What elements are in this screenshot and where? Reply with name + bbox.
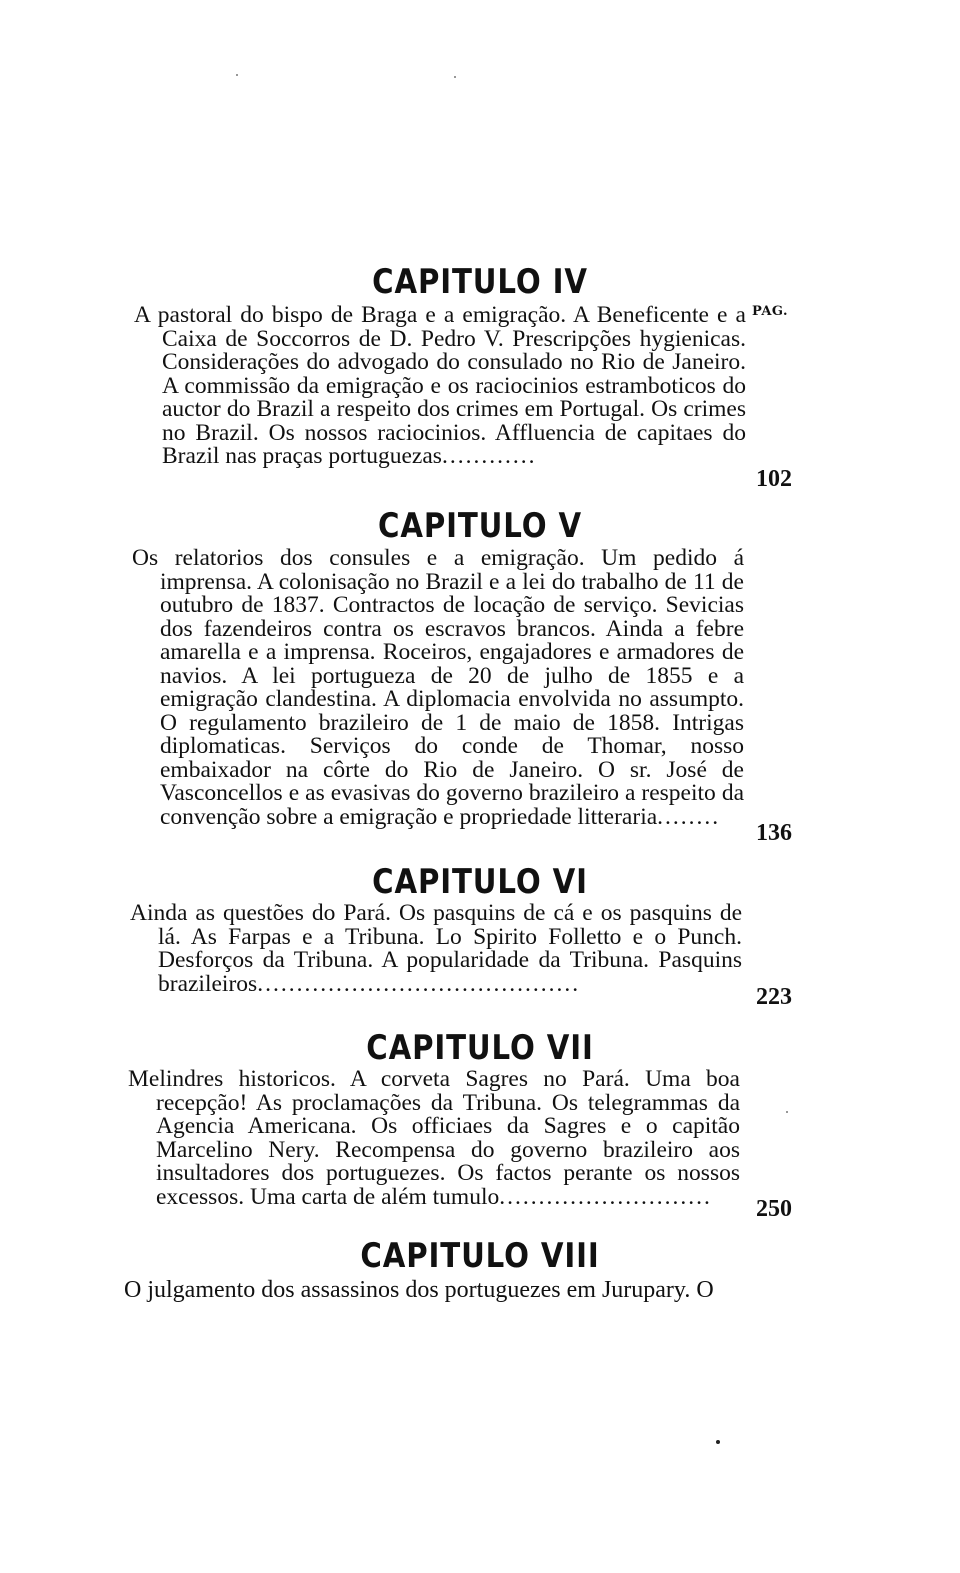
chapter-vii-text: Melindres historicos. A corveta Sagres no Pará. Uma boa recepção! As proclamações da Tribuna. Os telegrammas da Agencia Americana. Os officiaes da Sagres e o capitão Marcelino Nery. Recompensa do governo brazileiro aos insultadores dos portuguezes. Os factos perante os nossos excessos. Uma carta de além tumulo <box>128 1066 740 1210</box>
chapter-v-text: Os relatorios dos consules e a emigração. Um pedido á imprensa. A colonisação no Brazil e a lei do trabalho de 11 de outubro de 1837. Contractos de locação de serviço. Sevicias dos fazendeiros contra os escravos brancos. Ainda a febre amarella e a imprensa. Roceiros, engajadores e armadores de navios. A lei portugueza de 20 de julho de 1855 e a emigração clandestina. A diplomacia envolvida no assumpto. O regulamento brazileiro de 1 de maio de 1858. Intrigas diplomaticas. Serviços do conde de Thomar, nosso embaixador na côrte do Rio de Janeiro. O sr. José de Vasconcellos e as evasivas do governo brazileiro a respeito da convenção sobre a emigração e propriedade litteraria <box>132 545 744 830</box>
chapter-iv-page-number: 102 <box>756 466 792 492</box>
chapter-heading-v: CAPITULO V <box>378 506 582 546</box>
chapter-iv-leader: ............ <box>441 443 537 469</box>
page-column-label: PAG. <box>752 304 789 319</box>
chapter-heading-viii: CAPITULO VIII <box>360 1236 600 1276</box>
chapter-heading-iv: CAPITULO IV <box>372 262 588 302</box>
print-speck <box>716 1440 720 1444</box>
chapter-vi-summary <box>130 902 742 996</box>
chapter-v-summary <box>132 547 744 829</box>
chapter-vii-page-number: 250 <box>756 1196 792 1222</box>
chapter-viii-summary: O julgamento dos assassinos dos portuguezes em Jurupary. O <box>124 1277 714 1303</box>
chapter-vi-leader: ......................................... <box>257 970 581 997</box>
chapter-v-leader: ........ <box>657 803 721 830</box>
chapter-heading-vii: CAPITULO VII <box>366 1028 594 1068</box>
chapter-vi-text: Ainda as questões do Pará. Os pasquins de cá e os pasquins de lá. As Farpas e a Tribuna. Lo Spirito Folletto e o Punch. Desforços da Tribuna. A popularidade da Tribuna. Pasquins brazileiros <box>130 900 742 997</box>
print-speck <box>454 76 456 78</box>
chapter-v-page-number: 136 <box>756 820 792 846</box>
chapter-heading-vi: CAPITULO VI <box>372 862 588 902</box>
chapter-vii-leader: ........................... <box>499 1183 712 1210</box>
print-speck <box>236 74 238 76</box>
chapter-vii-summary <box>128 1068 740 1209</box>
print-speck <box>786 1111 788 1113</box>
chapter-iv-text: A pastoral do bispo de Braga e a emigração. A Beneficente e a Caixa de Soccorros de D. Pedro V. Prescripções hygienicas. Considerações do advogado do consulado no Rio de Janeiro. A commissão da emigração e os raciocinios estrambοticos do auctor do Brazil a respeito dos crimes em Portugal. Os crimes no Brazil. Os nossos raciocinios. Affluencia de capitaes do Brazil nas praças portuguezas <box>134 302 746 469</box>
chapter-iv-summary <box>134 304 746 469</box>
chapter-vi-page-number: 223 <box>756 984 792 1010</box>
